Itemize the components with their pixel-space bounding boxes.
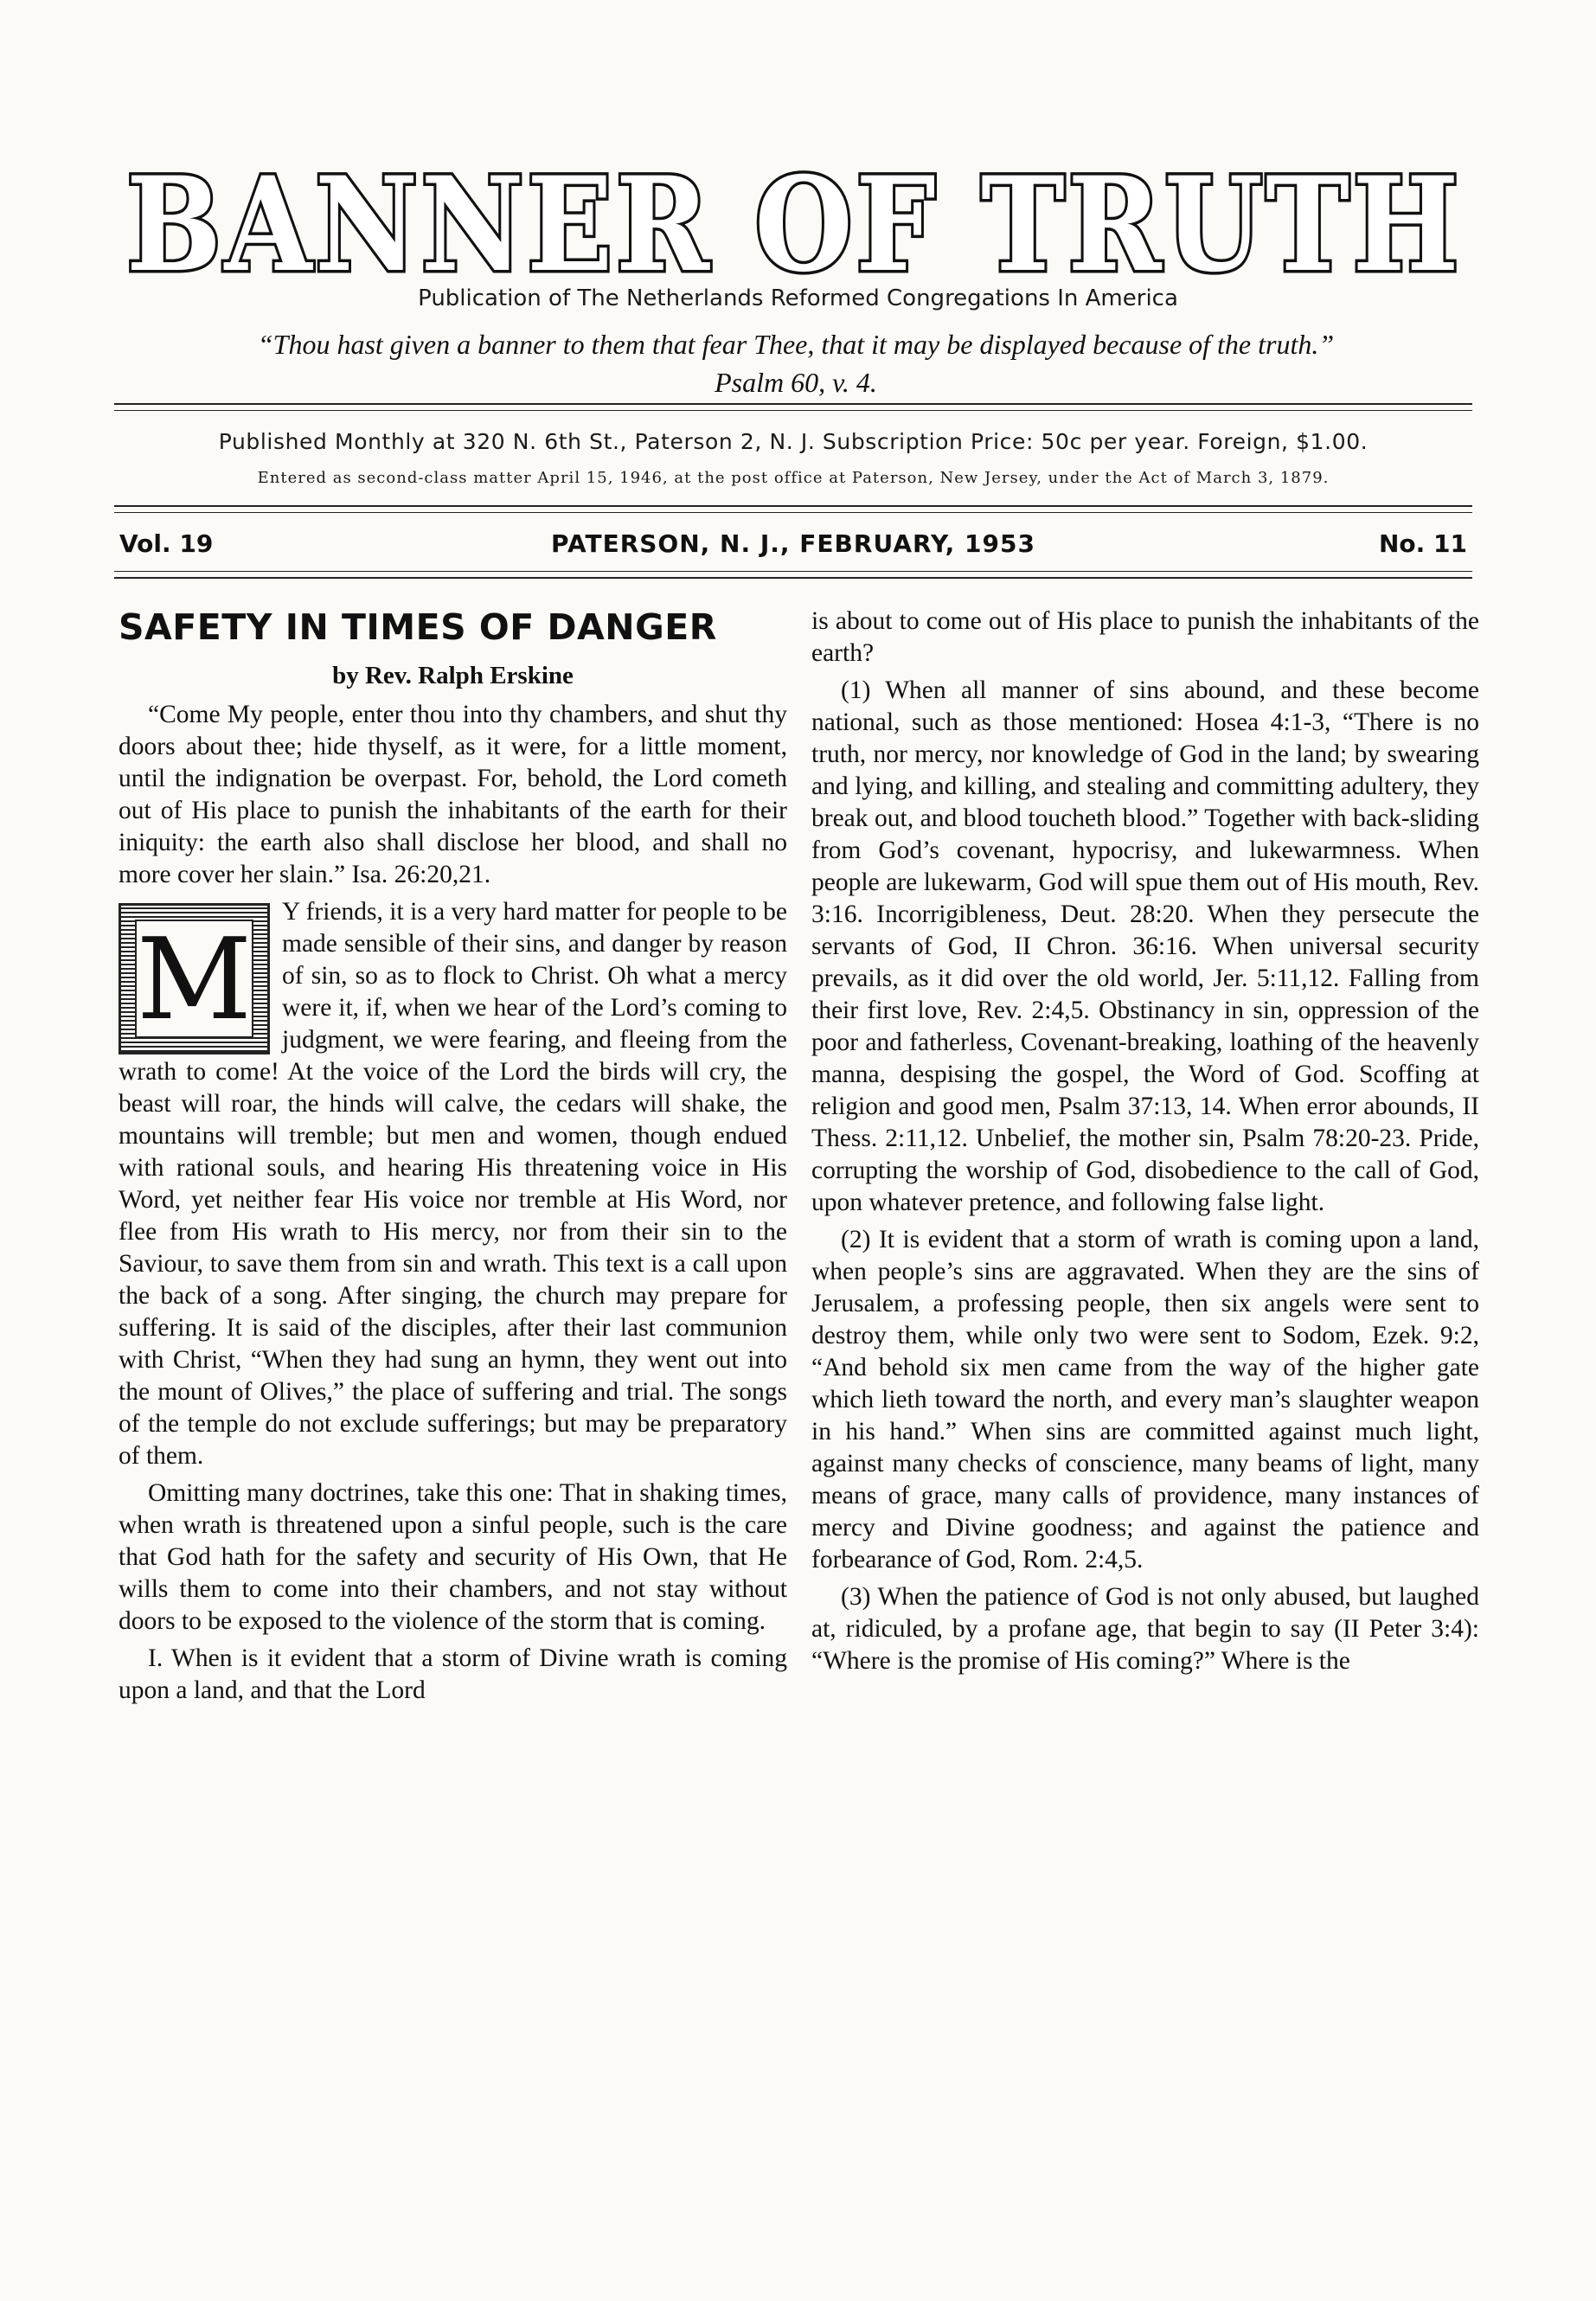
paragraph-point-2: (2) It is evident that a storm of wrath is coming upon a land, when people’s sins are aggravated. When they are the sins of Jerusalem, a professing people, then six angels were sent to destroy them, while only two were sent to Sodom, Ezek. 9:2, “And behold six men came from the way of the higher gate which lieth toward the north, and every man’s slaughter weapon in his hand.” When sins are committed against much light, against many checks of conscience, many beams of light, many means of grace, many calls of providence, many instances of mercy and Divine goodness; and against the patience and forbearance of God, Rom. 2:4,5. [811, 1226, 1479, 1574]
paragraph-2: Omitting many doctrines, take this one: That in shaking times, when wrath is threatened upon a sinful people, such is the care that God hath for the safety and security of His Own, that He wills them to come into their chambers, and not stay without doors to be exposed to the violence of the storm that is coming. [119, 1479, 787, 1635]
dropcap-ornament [119, 903, 270, 1054]
dropcap-letter: M [136, 913, 253, 1045]
rule-bottom-1 [114, 571, 1472, 572]
article-headline: SAFETY IN TIMES OF DANGER [119, 606, 717, 648]
dateline [114, 529, 1472, 564]
place-and-date: PATERSON, N. J., FEBRUARY, 1953 [551, 529, 1035, 558]
paragraph-3: I. When is it evident that a storm of Divine wrath is coming upon a land, and that the Lord [119, 1644, 787, 1704]
issue-number: No. 11 [1378, 529, 1467, 558]
mailing-entry-notice: Entered as second-class matter April 15, 1946, at the post office at Paterson, New Jersey, under the Act of March 3, 1879. [257, 469, 1330, 487]
publication-subtitle: Publication of The Netherlands Reformed Congregations In America [418, 285, 1178, 311]
rule-top-1 [114, 403, 1472, 405]
paragraph-continued: is about to come out of His place to punish the inhabitants of the earth? [811, 607, 1479, 667]
svg-text:BANNER OF TRUTH: BANNER OF TRUTH [126, 166, 1462, 284]
rule-mid-1 [114, 505, 1472, 507]
publication-info: Published Monthly at 320 N. 6th St., Paterson 2, N. J. Subscription Price: 50c per year. Foreign, $1.00. [218, 429, 1368, 454]
rule-mid-2 [114, 512, 1472, 513]
rule-top-2 [114, 410, 1472, 411]
motto-reference: Psalm 60, v. 4. [715, 367, 877, 398]
paragraph-point-3: (3) When the patience of God is not only abused, but laughed at, ridiculed, by a profane age, that begin to say (II Peter 3:4): “Where is the promise of His coming?” Where is the [811, 1583, 1479, 1675]
paragraph-1: Y friends, it is a very hard matter for people to be made sensible of their sins, and danger by reason of sin, so as to flock to Christ. Oh what a mercy were it, if, when we hear of the Lord’s coming to judgment, we were fearing, and fleeing from the wrath to come! At the voice of the Lord the birds will cry, the beast will roar, the hinds will calve, the cedars will shake, the mountains will tremble; but men and women, though endued with rational souls, and hearing His threatening voice in His Word, yet neither fear His voice nor tremble at His Word, nor flee from His wrath to His mercy, nor from their sin to the Saviour, to save them from sin and wrath. This text is a call upon the back of a song. After singing, the church may prepare for suffering. It is said of the disciples, after their last communion with Christ, “When they had sung an hymn, they went out into the mount of Olives,” the place of suffering and trial. The songs of the temple do not exclude sufferings; but may be preparatory of them. [119, 898, 787, 1470]
masthead-logo [119, 166, 1469, 284]
paragraph-point-1: (1) When all manner of sins abound, and these become national, such as those mentioned: Hosea 4:1-3, “There is no truth, nor mercy, nor knowledge of God in the land; by swearing and lying, and killing, and stealing and committing adultery, they break out, and blood toucheth blood.” Together with back-sliding from God’s covenant, hypocrisy, and lukewarmness. When people are lukewarm, God will spue them out of His mouth, Rev. 3:16. Incorrigibleness, Deut. 28:20. When they persecute the servants of God, II Chron. 36:16. When universal security prevails, as it did over the old world, Jer. 5:11,12. Falling from their first love, Rev. 2:4,5. Obstinancy in sin, oppression of the poor and fatherless, Covenant-breaking, loathing of the heavenly manna, despising the gospel, the Word of God. Scoffing at religion and good men, Psalm 37:13, 14. When error abounds, II Thess. 2:11,12. Unbelief, the mother sin, Psalm 78:20-23. Pride, corrupting the worship of God, disobedience to the call of God, upon whatever pretence, and following false light. [811, 676, 1479, 1216]
article-byline: by Rev. Ralph Erskine [332, 662, 574, 689]
masthead-motto [112, 325, 1479, 401]
article-column-left [119, 606, 787, 1712]
motto-quote: “Thou hast given a banner to them that fear Thee, that it may be displayed because of the truth.” [257, 329, 1335, 360]
scripture-text: “Come My people, enter thou into thy chambers, and shut thy doors about thee; hide thyself, as it were, for a little moment, until the indignation be overpast. For, behold, the Lord cometh out of His place to punish the inhabitants of the earth for their iniquity: the earth also shall disclose her blood, and shall no more cover her slain.” Isa. 26:20,21. [119, 701, 787, 888]
rule-bottom-2 [114, 577, 1472, 579]
article-column-right [811, 606, 1479, 1682]
masthead-title [119, 166, 1469, 284]
volume-number: Vol. 19 [119, 529, 214, 558]
